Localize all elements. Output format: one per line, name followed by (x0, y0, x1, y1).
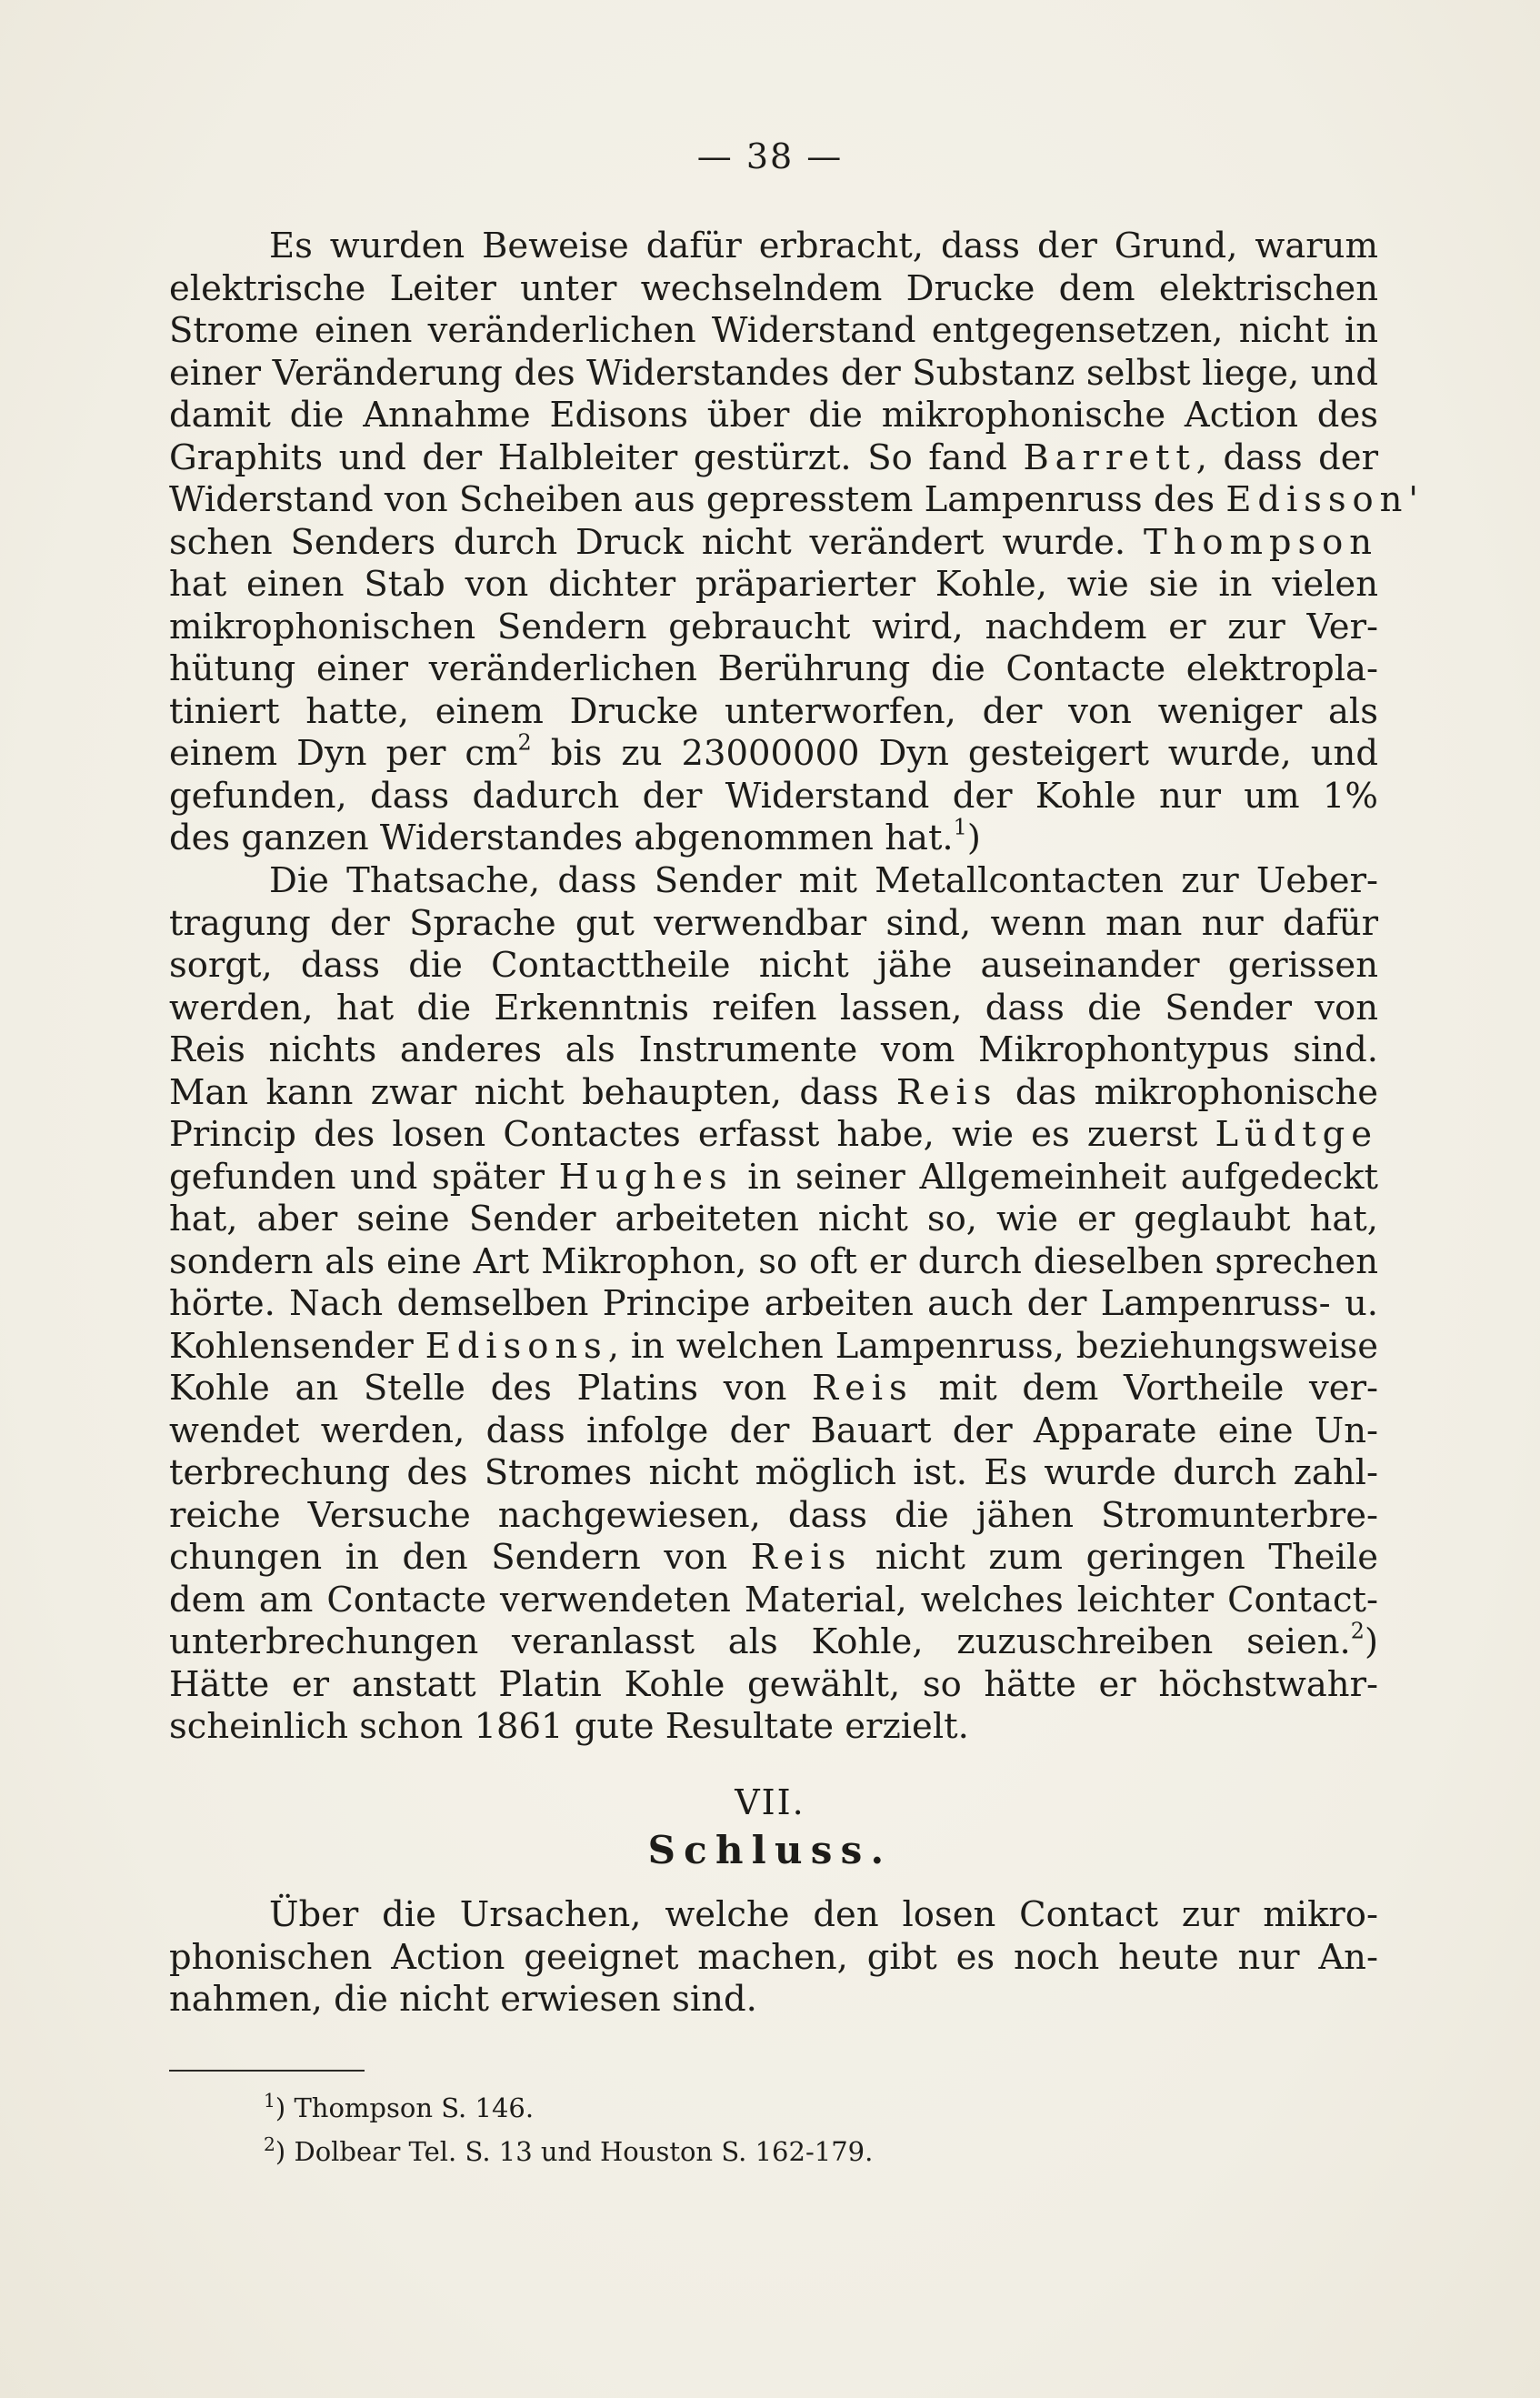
text-line: hat, aber seine Sender arbeiteten nicht so, wie er geglaubt hat, (169, 1199, 1378, 1239)
text-line (169, 522, 1378, 565)
text-line: scheinlich schon 1861 gute Resultate erzielt. (169, 1706, 969, 1747)
text-line (169, 479, 1425, 522)
text-line: sondern als eine Art Mikrophon, so oft er durch dieselben sprechen (169, 1240, 1378, 1282)
text-line (169, 814, 1378, 860)
text-segment: gefunden und später (169, 1156, 545, 1198)
paragraph-3 (169, 1894, 1378, 2022)
text-line: Hätte er anstatt Platin Kohle gewählt, so hätte er höchstwahr- (169, 1663, 1378, 1705)
person-name-edison: Edisson' (1225, 479, 1425, 520)
paragraph-2 (169, 860, 1378, 1749)
text-segment: Kohlensender (169, 1325, 414, 1367)
text-line: phonischen Action geeignet machen, gibt es noch heute nur An- (169, 1936, 1378, 1978)
text-segment: einem Dyn per cm (169, 733, 518, 774)
superscript: 2 (517, 729, 532, 756)
footnote-ref-2: 2 (1350, 1618, 1365, 1644)
text-line (169, 1368, 1378, 1410)
text-line (169, 1157, 1378, 1199)
text-line: tiniert hatte, einem Drucke unterworfen, der von weniger als (169, 690, 1378, 732)
text-line: hütung einer veränderlichen Berührung die Contacte elektropla- (169, 648, 1378, 689)
text-segment: unterbrechungen veranlasst als Kohle, zuzuschreiben seien. (169, 1621, 1351, 1662)
footnote-mark: 1 (264, 2090, 275, 2112)
text-line (169, 1072, 1378, 1115)
person-name-reis: Reis (812, 1368, 914, 1409)
text-segment: , in welchen Lampenruss, beziehungsweise (607, 1325, 1378, 1367)
text-line (169, 437, 1378, 480)
text-line: elektrische Leiter unter wechselndem Drucke dem elektrischen (169, 267, 1378, 309)
text-line: einer Veränderung des Widerstandes der Substanz selbst liege, und (169, 352, 1378, 394)
text-segment: ) (1364, 1621, 1378, 1662)
text-line (169, 1326, 1378, 1369)
text-segment: in seiner Allgemeinheit aufgedeckt (747, 1156, 1378, 1198)
paragraph-1 (169, 226, 1425, 860)
footnote-2 (264, 2126, 1355, 2170)
text-line: terbrechung des Stromes nicht möglich ist. Es wurde durch zahl- (169, 1452, 1378, 1493)
section-title: Schluss. (647, 1828, 893, 1872)
text-line: damit die Annahme Edisons über die mikrophonische Action des (169, 395, 1378, 436)
person-name-hughes: Hughes (558, 1156, 734, 1198)
text-line: reiche Versuche nachgewiesen, dass die jähen Stromunterbre- (169, 1494, 1378, 1536)
text-line: wendet werden, dass infolge der Bauart der Apparate eine Un- (169, 1410, 1378, 1451)
person-name-thompson: Thompson (1144, 521, 1378, 563)
text-line (169, 1618, 1378, 1664)
person-name-barrett: Barrett (1023, 436, 1196, 478)
text-segment: chungen in den Sendern von (169, 1537, 728, 1578)
text-line: tragung der Sprache gut verwendbar sind, wenn man nur dafür (169, 902, 1378, 944)
text-line: nahmen, die nicht erwiesen sind. (169, 1979, 757, 2020)
footnote-mark: 2 (264, 2133, 275, 2156)
text-segment: Graphits und der Halbleiter gestürzt. So fand (169, 436, 1007, 478)
person-name-reis: Reis (750, 1537, 853, 1578)
person-name-luedtge: Lüdtge (1215, 1114, 1378, 1155)
person-name-reis: Reis (895, 1071, 998, 1113)
text-line: hörte. Nach demselben Principe arbeiten auch der Lampenruss- u. (169, 1283, 1378, 1324)
text-segment: des ganzen Widerstandes abgenommen hat. (169, 818, 954, 858)
text-line (169, 1114, 1378, 1157)
text-segment: Princip des losen Contactes erfasst habe, wie es zuerst (169, 1114, 1198, 1155)
text-line: Die Thatsache, dass Sender mit Metallcontacten zur Ueber- (269, 860, 1378, 901)
person-name-edisons: Edisons (425, 1325, 608, 1367)
text-line (169, 1537, 1378, 1580)
text-line: Es wurden Beweise dafür erbracht, dass der Grund, warum (269, 226, 1378, 266)
text-line: sorgt, dass die Contacttheile nicht jähe auseinander gerissen (169, 945, 1378, 986)
text-line: mikrophonischen Sendern gebraucht wird, nachdem er zur Ver- (169, 606, 1378, 647)
section-number: VII. (735, 1782, 805, 1822)
text-segment: Kohle an Stelle des Platins von (169, 1368, 787, 1409)
text-line: hat einen Stab von dichter präparierter Kohle, wie sie in vielen (169, 564, 1378, 605)
footnotes (264, 2082, 1355, 2170)
footnote-text: ) Dolbear Tel. S. 13 und Houston S. 162-179. (275, 2136, 874, 2168)
footnote-divider (169, 2070, 365, 2072)
text-line: werden, hat die Erkenntnis reifen lassen, dass die Sender von (169, 987, 1378, 1028)
text-segment: , dass der (1195, 436, 1378, 478)
text-line: Reis nichts anderes als Instrumente vom Mikrophontypus sind. (169, 1029, 1378, 1070)
text-line: gefunden, dass dadurch der Widerstand der Kohle nur um 1% (169, 775, 1378, 817)
footnote-ref-1: 1 (953, 814, 967, 840)
text-segment: Widerstand von Scheiben aus gepresstem Lampenruss des (169, 479, 1215, 520)
footnote-1 (264, 2082, 1355, 2126)
text-segment: nicht zum geringen Theile (875, 1537, 1379, 1578)
text-segment: schen Senders durch Druck nicht verändert wurde. (169, 521, 1126, 563)
text-segment: das mikrophonische (1015, 1071, 1378, 1113)
text-segment: bis zu 23000000 Dyn gesteigert wurde, und (531, 733, 1378, 774)
page-number: — 38 — (696, 136, 844, 176)
text-segment: mit dem Vortheile ver- (938, 1368, 1378, 1409)
text-segment: ) (966, 818, 981, 858)
text-line: Über die Ursachen, welche den losen Contact zur mikro- (269, 1894, 1378, 1935)
text-line: Strome einen veränderlichen Widerstand entgegensetzen, nicht in (169, 310, 1378, 351)
footnote-text: ) Thompson S. 146. (275, 2092, 535, 2124)
text-line (169, 729, 1378, 776)
text-segment: Man kann zwar nicht behaupten, dass (169, 1071, 879, 1113)
text-line: dem am Contacte verwendeten Material, welches leichter Contact- (169, 1579, 1378, 1620)
